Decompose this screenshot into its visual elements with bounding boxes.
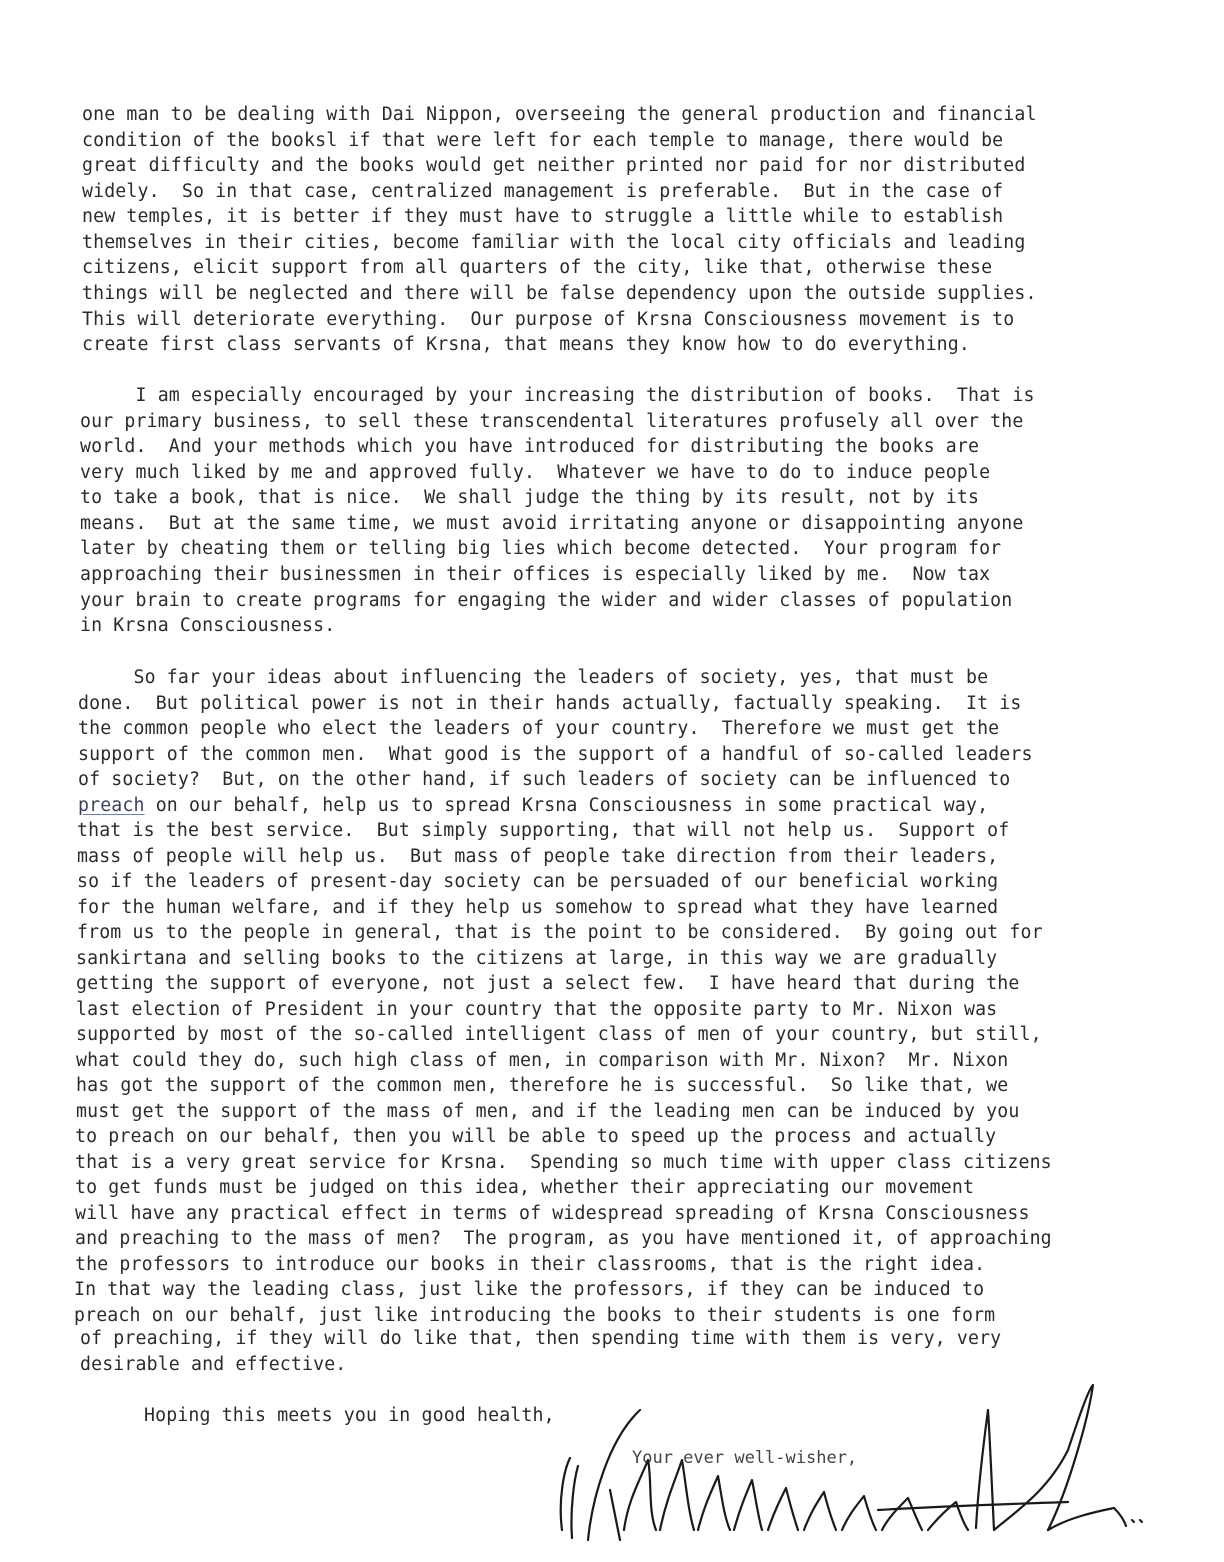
text-line: for the human welfare, and if they help us somehow to spread what they have learned (77, 897, 999, 918)
text-line: supported by most of the so-called intelligent class of men of your country, but still, (76, 1024, 1042, 1045)
text-line: support of the common men. What good is the support of a handful of so-called leaders (78, 744, 1033, 765)
text-line: will have any practical effect in terms of widespread spreading of Krsna Consciousness (75, 1203, 1030, 1224)
text-line: from us to the people in general, that is the point to be considered. By going out for (77, 922, 1043, 943)
text-line: means. But at the same time, we must avoid irritating anyone or disappointing anyone (80, 513, 1024, 534)
text-line-rest: on our behalf, help us to spread Krsna Consciousness in some practical way, (144, 795, 989, 816)
text-line: must get the support of the mass of men, and if the leading men can be induced by you (76, 1101, 1020, 1122)
signature-block (548, 1380, 1148, 1562)
text-line: very much liked by me and approved fully. Whatever we have to do to induce people (80, 462, 991, 483)
valediction-text: Your ever well-wisher, (632, 1448, 858, 1468)
text-line: of society? But, on the other hand, if such leaders of society can be influenced to (78, 769, 1011, 790)
text-line: later by cheating them or telling big lies which become detected. Your program for (80, 538, 1002, 559)
text-line: sankirtana and selling books to the citizens at large, in this way we are gradually (76, 948, 998, 969)
text-line: approaching their businessmen in their offices is especially liked by me. Now tax (80, 564, 991, 585)
text-line: your brain to create programs for engaging the wider and wider classes of population (80, 590, 1013, 611)
text-line: themselves in their cities, become familiar with the local city officials and leading (82, 232, 1026, 253)
text-line: what could they do, such high class of men, in comparison with Mr. Nixon? Mr. Nixon (76, 1050, 1009, 1071)
text-line: mass of people will help us. But mass of people take direction from their leaders, (77, 846, 999, 867)
text-line: last election of President in your country that the opposite party to Mr. Nixon was (76, 999, 998, 1020)
text-line: done. But political power is not in their hands actually, factually speaking. It is (78, 693, 1022, 714)
text-line: to preach on our behalf, then you will be able to speed up the process and actually (75, 1126, 997, 1147)
text-line: our primary business, to sell these transcendental literatures profusely all over the (80, 411, 1024, 432)
text-line: the common people who elect the leaders of your country. Therefore we must get the (78, 718, 1000, 739)
text-line: things will be neglected and there will be false dependency upon the outside supplies. (82, 283, 1037, 304)
text-line: that is a very great service for Krsna. Spending so much time with upper class citizens (75, 1152, 1052, 1173)
text-line: citizens, elicit support from all quarters of the city, like that, otherwise these (82, 257, 993, 278)
handwritten-signature-icon (548, 1380, 1148, 1562)
text-line: widely. So in that case, centralized management is preferable. But in the case of (82, 181, 1004, 202)
text-line: great difficulty and the books would get neither printed nor paid for nor distributed (82, 155, 1026, 176)
text-line: So far your ideas about influencing the leaders of society, yes, that must be (78, 667, 989, 688)
text-line: getting the support of everyone, not just a select few. I have heard that during the (76, 973, 1020, 994)
text-line: In that way the leading class, just like the professors, if they can be induced to (74, 1279, 985, 1300)
text-line: This will deteriorate everything. Our purpose of Krsna Consciousness movement is to (82, 309, 1015, 330)
text-line: the professors to introduce our books in their classrooms, that is the right idea. (75, 1254, 986, 1275)
text-line: condition of the booksl if that were left for each temple to manage, there would be (82, 130, 1004, 151)
text-line: of preaching, if they will do like that, then spending time with them is very, very (80, 1328, 1002, 1349)
closing-line: Hoping this meets you in good health, (144, 1405, 555, 1426)
text-line: has got the support of the common men, therefore he is successful. So like that, we (76, 1075, 1009, 1096)
text-line: and preaching to the mass of men? The program, as you have mentioned it, of approaching (75, 1228, 1052, 1249)
preach-link[interactable]: preach (78, 795, 145, 816)
text-line-with-link (78, 795, 988, 817)
text-line: to get funds must be judged on this idea, whether their appreciating our movement (75, 1177, 975, 1198)
text-line: world. And your methods which you have introduced for distributing the books are (80, 436, 980, 457)
text-line: in Krsna Consciousness. (80, 615, 336, 636)
text-line: preach on our behalf, just like introducing the books to their students is one form (74, 1305, 996, 1326)
text-line: one man to be dealing with Dai Nippon, overseeing the general production and financial (82, 104, 1037, 125)
text-line: create first class servants of Krsna, that means they know how to do everything. (82, 334, 970, 355)
text-line: new temples, it is better if they must have to struggle a little while to establish (82, 206, 1004, 227)
text-line: I am especially encouraged by your increasing the distribution of books. That is (80, 385, 1035, 406)
text-line: to take a book, that is nice. We shall judge the thing by its result, not by its (80, 487, 980, 508)
text-line: so if the leaders of present-day society can be persuaded of our beneficial working (77, 871, 999, 892)
text-line: desirable and effective. (80, 1354, 347, 1375)
text-line: that is the best service. But simply supporting, that will not help us. Support of (77, 820, 1010, 841)
